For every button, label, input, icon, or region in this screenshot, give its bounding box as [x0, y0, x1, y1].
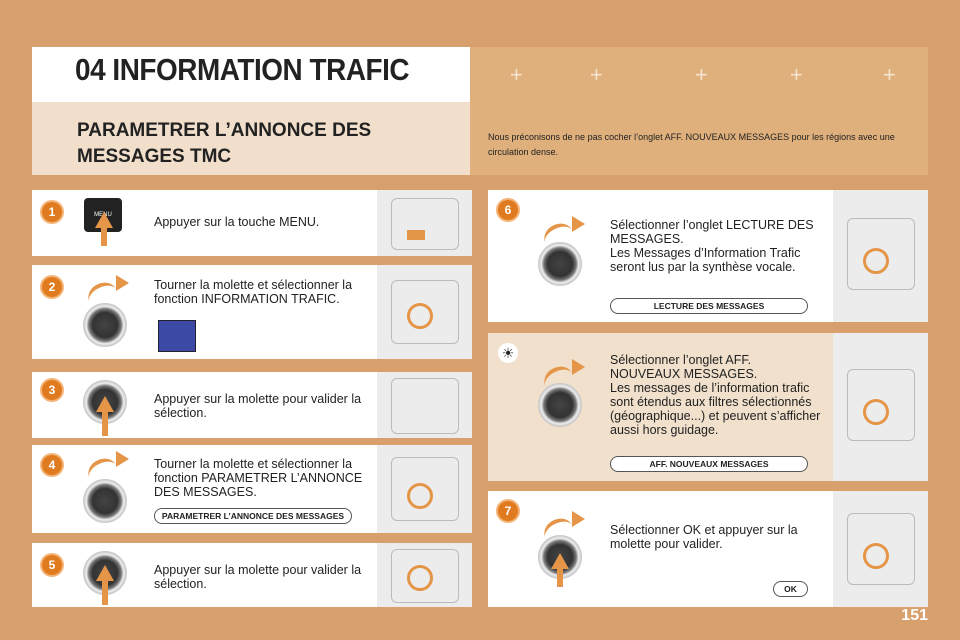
step-number: 3 [42, 380, 62, 400]
press-arrow-icon [551, 553, 569, 569]
step-line: Les messages de l’information trafic [610, 381, 810, 395]
step-text [154, 457, 362, 499]
step-text [610, 353, 820, 437]
step-line: (géographique...) et peuvent s’afficher [610, 409, 821, 423]
step-line: Sélectionner l’onglet LECTURE DES [610, 218, 814, 232]
step-card-4 [32, 445, 472, 533]
step-line: fonction INFORMATION TRAFIC. [154, 292, 340, 306]
menu-option-pill: PARAMETRER L’ANNONCE DES MESSAGES [154, 508, 352, 524]
step-line: DES MESSAGES. [154, 485, 257, 499]
press-arrow-icon [95, 212, 113, 228]
press-arrow-stem [102, 412, 108, 436]
step-card-option [488, 333, 928, 481]
step-line: Appuyer sur la molette pour valider la [154, 563, 362, 577]
step-line: sont étendus aux filtres sélectionnés [610, 395, 812, 409]
step-text [154, 278, 352, 306]
step-card-6 [488, 190, 928, 322]
step-card-5 [32, 543, 472, 607]
rotate-arrow-head [572, 216, 585, 232]
radio-panel-icon [377, 372, 472, 438]
step-line: aussi hors guidage. [610, 423, 719, 437]
press-arrow-stem [557, 569, 563, 587]
menu-button-highlight [407, 230, 425, 240]
subtitle-line: PARAMETRER L’ANNONCE DES [77, 120, 372, 141]
step-text [154, 392, 361, 420]
knob-highlight [863, 248, 889, 274]
knob-highlight [407, 483, 433, 509]
subtitle-line: MESSAGES TMC [77, 146, 232, 167]
radio-panel-icon [377, 265, 472, 359]
ok-option-pill: OK [773, 581, 808, 597]
plus-decoration-icon: + [510, 62, 523, 87]
plus-decoration-icon: + [883, 62, 896, 87]
step-card-7 [488, 491, 928, 607]
step-number: 5 [42, 555, 62, 575]
section-subtitle [77, 118, 371, 170]
press-arrow-icon [96, 565, 114, 581]
step-line: sélection. [154, 406, 207, 420]
step-line: Appuyer sur la molette pour valider la [154, 392, 362, 406]
rotate-arrow-head [116, 451, 129, 467]
menu-option-pill: LECTURE DES MESSAGES [610, 298, 808, 314]
step-line: Les Messages d’Information Trafic [610, 246, 801, 260]
step-line: Tourner la molette et sélectionner la [154, 457, 353, 471]
press-arrow-stem [102, 581, 108, 605]
knob-highlight [863, 543, 889, 569]
rotate-arrow-head [116, 275, 129, 291]
knob-highlight [407, 303, 433, 329]
knob-icon [83, 303, 127, 347]
radio-panel-icon [377, 543, 472, 607]
knob-icon [538, 383, 582, 427]
step-text [154, 215, 319, 229]
step-number: 2 [42, 277, 62, 297]
plus-decoration-icon: + [790, 62, 803, 87]
step-card-1 [32, 190, 472, 256]
step-number: 4 [42, 455, 62, 475]
plus-decoration-icon: + [590, 62, 603, 87]
step-card-2 [32, 265, 472, 359]
step-line: Sélectionner l’onglet AFF. [610, 353, 752, 367]
light-icon: ☀ [498, 343, 518, 363]
plus-decoration-icon: + [695, 62, 708, 87]
step-number: 1 [42, 202, 62, 222]
knob-icon [83, 479, 127, 523]
radio-panel-icon [833, 333, 928, 481]
step-card-3 [32, 372, 472, 438]
step-line: Sélectionner OK et appuyer sur la [610, 523, 798, 537]
step-number: 6 [498, 200, 518, 220]
page-number: 151 [901, 607, 928, 624]
traffic-info-icon [158, 320, 196, 352]
knob-highlight [863, 399, 889, 425]
step-line: Appuyer sur la touche MENU. [154, 215, 320, 229]
rotate-arrow-head [572, 359, 585, 375]
step-line: NOUVEAUX MESSAGES. [610, 367, 758, 381]
radio-panel-icon [833, 190, 928, 322]
knob-highlight [407, 565, 433, 591]
press-arrow-stem [101, 228, 107, 246]
radio-panel-icon [377, 190, 472, 256]
radio-panel-icon [377, 445, 472, 533]
press-arrow-icon [96, 396, 114, 412]
advice-note: Nous préconisons de ne pas cocher l’onglet AFF. NOUVEAUX MESSAGES pour les régions avec une circulation dense. [488, 132, 895, 157]
step-line: fonction PARAMETRER L’ANNONCE [154, 471, 363, 485]
step-line: Tourner la molette et sélectionner la [154, 278, 353, 292]
step-line: MESSAGES. [610, 232, 684, 246]
menu-key-icon: MENU [84, 198, 122, 232]
step-line: sélection. [154, 577, 207, 591]
step-line: seront lus par la synthèse vocale. [610, 260, 796, 274]
step-line: molette pour valider. [610, 537, 723, 551]
step-text [154, 563, 361, 591]
radio-panel-icon [833, 491, 928, 607]
step-text [610, 218, 814, 274]
menu-option-pill: AFF. NOUVEAUX MESSAGES [610, 456, 808, 472]
page-title: 04 INFORMATION TRAFIC [75, 52, 410, 87]
rotate-arrow-head [572, 511, 585, 527]
knob-icon [538, 242, 582, 286]
step-number: 7 [498, 501, 518, 521]
step-text [610, 523, 798, 551]
